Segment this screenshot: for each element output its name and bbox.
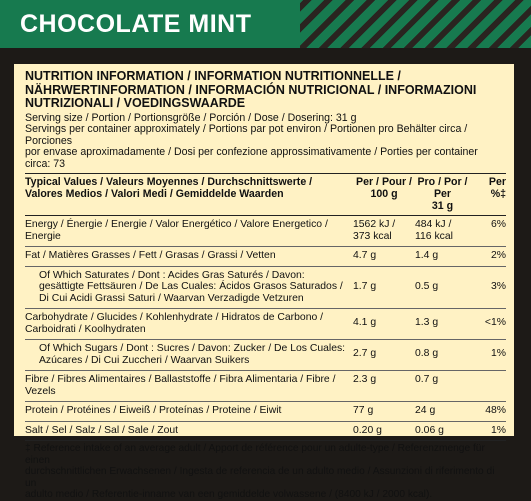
stripe-pattern xyxy=(300,0,531,48)
column-per-100g: Per / Pour / 100 g xyxy=(356,176,412,201)
flavor-banner xyxy=(0,0,531,48)
column-percent: Per %‡ xyxy=(488,176,506,201)
table-row-protein: Protein / Protéines / Eiweiß / Proteínas / Proteine / Eiwit 77 g 24 g 48% xyxy=(25,405,506,417)
table-row-energy: Energy / Énergie / Energie / Valor Energético / Valore Energetico / Energie 1562 kJ / 373 kcal 484 kJ / 116 kcal 6% xyxy=(25,219,506,242)
divider xyxy=(25,440,506,441)
table-row-sugars: Of Which Sugars / Dont : Sucres / Davon: Zucker / De Los Cuales: Azúcares / Di Cui Zuccheri / Waarvan Suikers 2.7 g 0.8 g 1% xyxy=(39,343,506,366)
nutrition-heading: NUTRITION INFORMATION / INFORMATION NUTRITIONNELLE / NÄHRWERTINFORMATION / INFORMACIÓN NUTRICIONAL / INFORMAZIONI NUTRIZIONALI / VOEDINGSWAARDE xyxy=(25,69,477,110)
flavor-title: CHOCOLATE MINT xyxy=(20,10,252,38)
table-row-fibre: Fibre / Fibres Alimentaires / Ballaststoffe / Fibra Alimentaria / Fibre / Vezels 2.3 g 0.7 g xyxy=(25,374,439,397)
column-per-31g: Pro / Por / Per 31 g xyxy=(417,176,468,213)
table-row-carbohydrate: Carbohydrate / Glucides / Kohlenhydrate / Hidratos de Carbono / Carboidrati / Koolhydraten 4.1 g 1.3 g <1% xyxy=(25,312,506,335)
table-row-saturates: Of Which Saturates / Dont : Acides Gras Saturés / Davon: gesättigte Fettsäuren / De Las Cuales: Ácidos Grasos Saturados / Di Cui Acidi Grassi Saturi / Waarvan Verzadigde Vetzuren 1.7 g 0.5 g 3% xyxy=(39,269,506,304)
table-row-fat: Fat / Matières Grasses / Fett / Grasas / Grassi / Vetten 4.7 g 1.4 g 2% xyxy=(25,250,506,262)
serving-info: Serving size / Portion / Portionsgröße / Porción / Dose / Dosering: 31 g Servings per container approximately / Portions par pot environ / Portionen pro Behälter circa / Porciones por envase aproximadamente / Dosi per confezione approssimativamente / Porties per container circa: 73 xyxy=(25,111,478,170)
reference-intake-footnote: ‡ Reference intake of an average adult / Apport de référence pour un adulte-type / Referenzmenge für einen durchschnittlichen Erwachsenen / Ingesta de referencia de un adulto medio / Assunzioni di riferimento di un adulto medio / Referentie-inname van een gemiddelde volwassene / (8400 kJ / 2000 kcal). xyxy=(25,443,495,501)
table-header: Typical Values / Valeurs Moyennes / Durchschnittswerte / Valores Medios / Valori Medi / Gemiddelde Waarden Per / Pour / 100 g Pro / Por / Per 31 g Per %‡ xyxy=(25,176,506,213)
nutrition-table xyxy=(25,70,506,501)
table-row-salt: Salt / Sel / Salz / Sal / Sale / Zout 0.20 g 0.06 g 1% xyxy=(25,424,506,436)
